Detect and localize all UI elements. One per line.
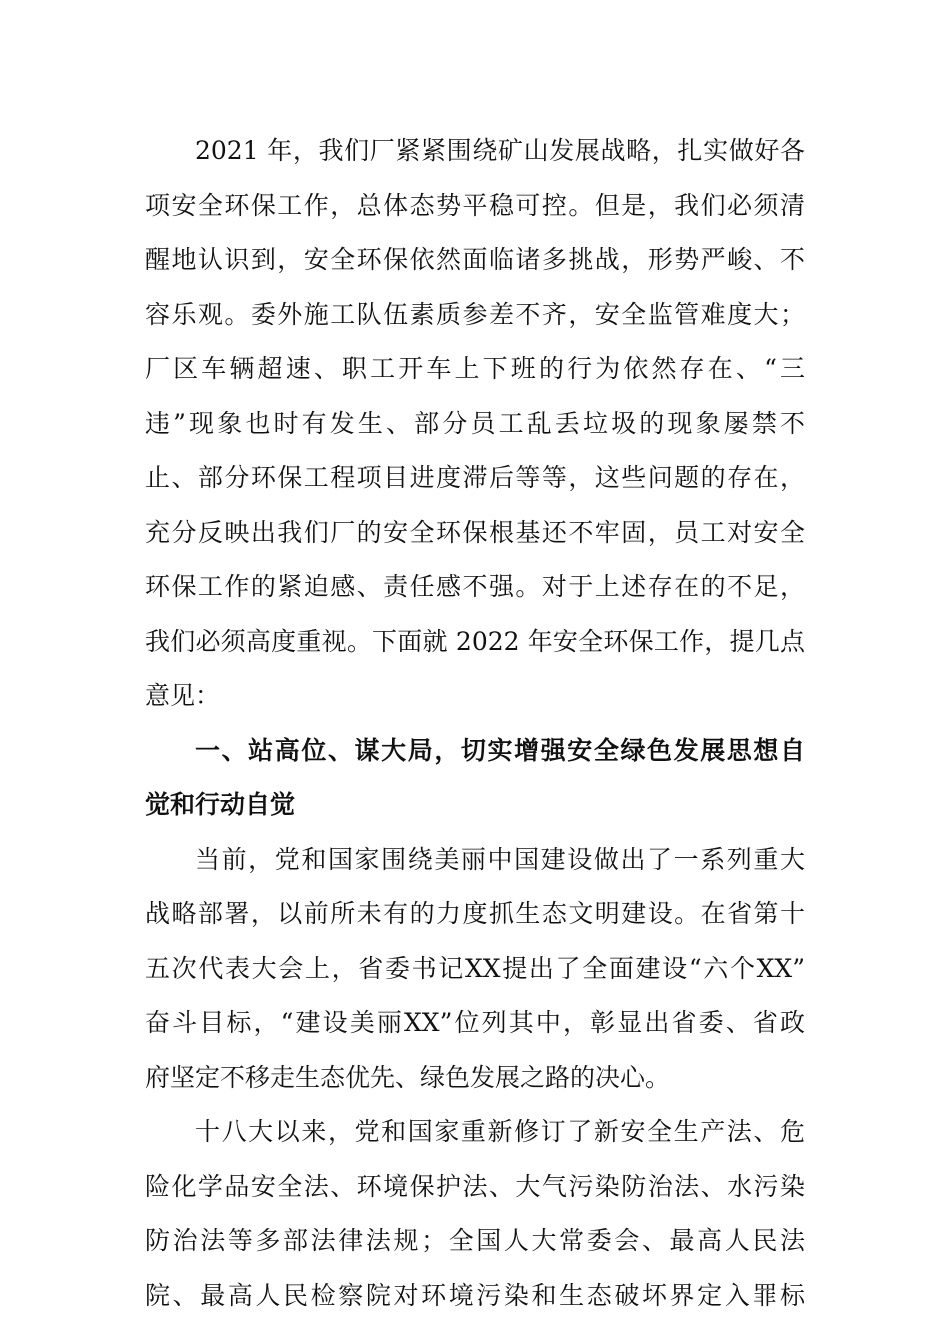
text-line: 五次代表大会上，省委书记XX提出了全面建设“六个XX” — [145, 953, 805, 983]
text-line: 意见： — [145, 681, 221, 710]
text-line: 容乐观。委外施工队伍素质参差不齐，安全监管难度大； — [145, 299, 805, 329]
text-line: 防治法等多部法律法规；全国人大常委会、最高人民法 — [145, 1226, 805, 1255]
text-line: 当前，党和国家围绕美丽中国建设做出了一系列重大 — [195, 844, 805, 874]
text-line: 2021 年，我们厂紧紧围绕矿山发展战略，扎实做好各 — [195, 136, 805, 165]
text-line: 环保工作的紧迫感、责任感不强。对于上述存在的不足， — [145, 572, 805, 601]
text-line: 止、部分环保工程项目进度滞后等等，这些问题的存在， — [145, 463, 805, 492]
paragraph-intro — [145, 124, 805, 724]
text-line: 醒地认识到，安全环保依然面临诸多挑战，形势严峻、不 — [145, 245, 805, 274]
text-line: 府坚定不移走生态优先、绿色发展之路的决心。 — [145, 1062, 671, 1092]
section-heading — [145, 724, 805, 833]
heading-line: 一、站高位、谋大局，切实增强安全绿色发展思想自 — [195, 735, 805, 765]
text-line: 项安全环保工作，总体态势平稳可控。但是，我们必须清 — [145, 190, 805, 220]
text-line: 险化学品安全法、环境保护法、大气污染防治法、水污染 — [145, 1171, 805, 1201]
heading-line: 觉和行动自觉 — [145, 790, 296, 819]
text-line: 违”现象也时有发生、部分员工乱丢垃圾的现象屡禁不 — [145, 408, 805, 438]
text-line: 十八大以来，党和国家重新修订了新安全生产法、危 — [195, 1117, 805, 1146]
text-line: 战略部署，以前所未有的力度抓生态文明建设。在省第十 — [145, 899, 805, 928]
paragraph-strategy — [145, 833, 805, 1106]
paragraph-laws — [145, 1105, 805, 1323]
text-line: 厂区车辆超速、职工开车上下班的行为依然存在、“三 — [145, 354, 805, 383]
text-line: 我们必须高度重视。下面就 2022 年安全环保工作，提几点 — [145, 626, 805, 656]
text-line: 奋斗目标，“建设美丽XX”位列其中，彰显出省委、省政 — [145, 1008, 805, 1037]
text-line: 院、最高人民检察院对环境污染和生态破坏界定入罪标 — [145, 1280, 805, 1310]
text-line: 充分反映出我们厂的安全环保根基还不牢固，员工对安全 — [145, 517, 805, 547]
document-page — [145, 124, 805, 1323]
